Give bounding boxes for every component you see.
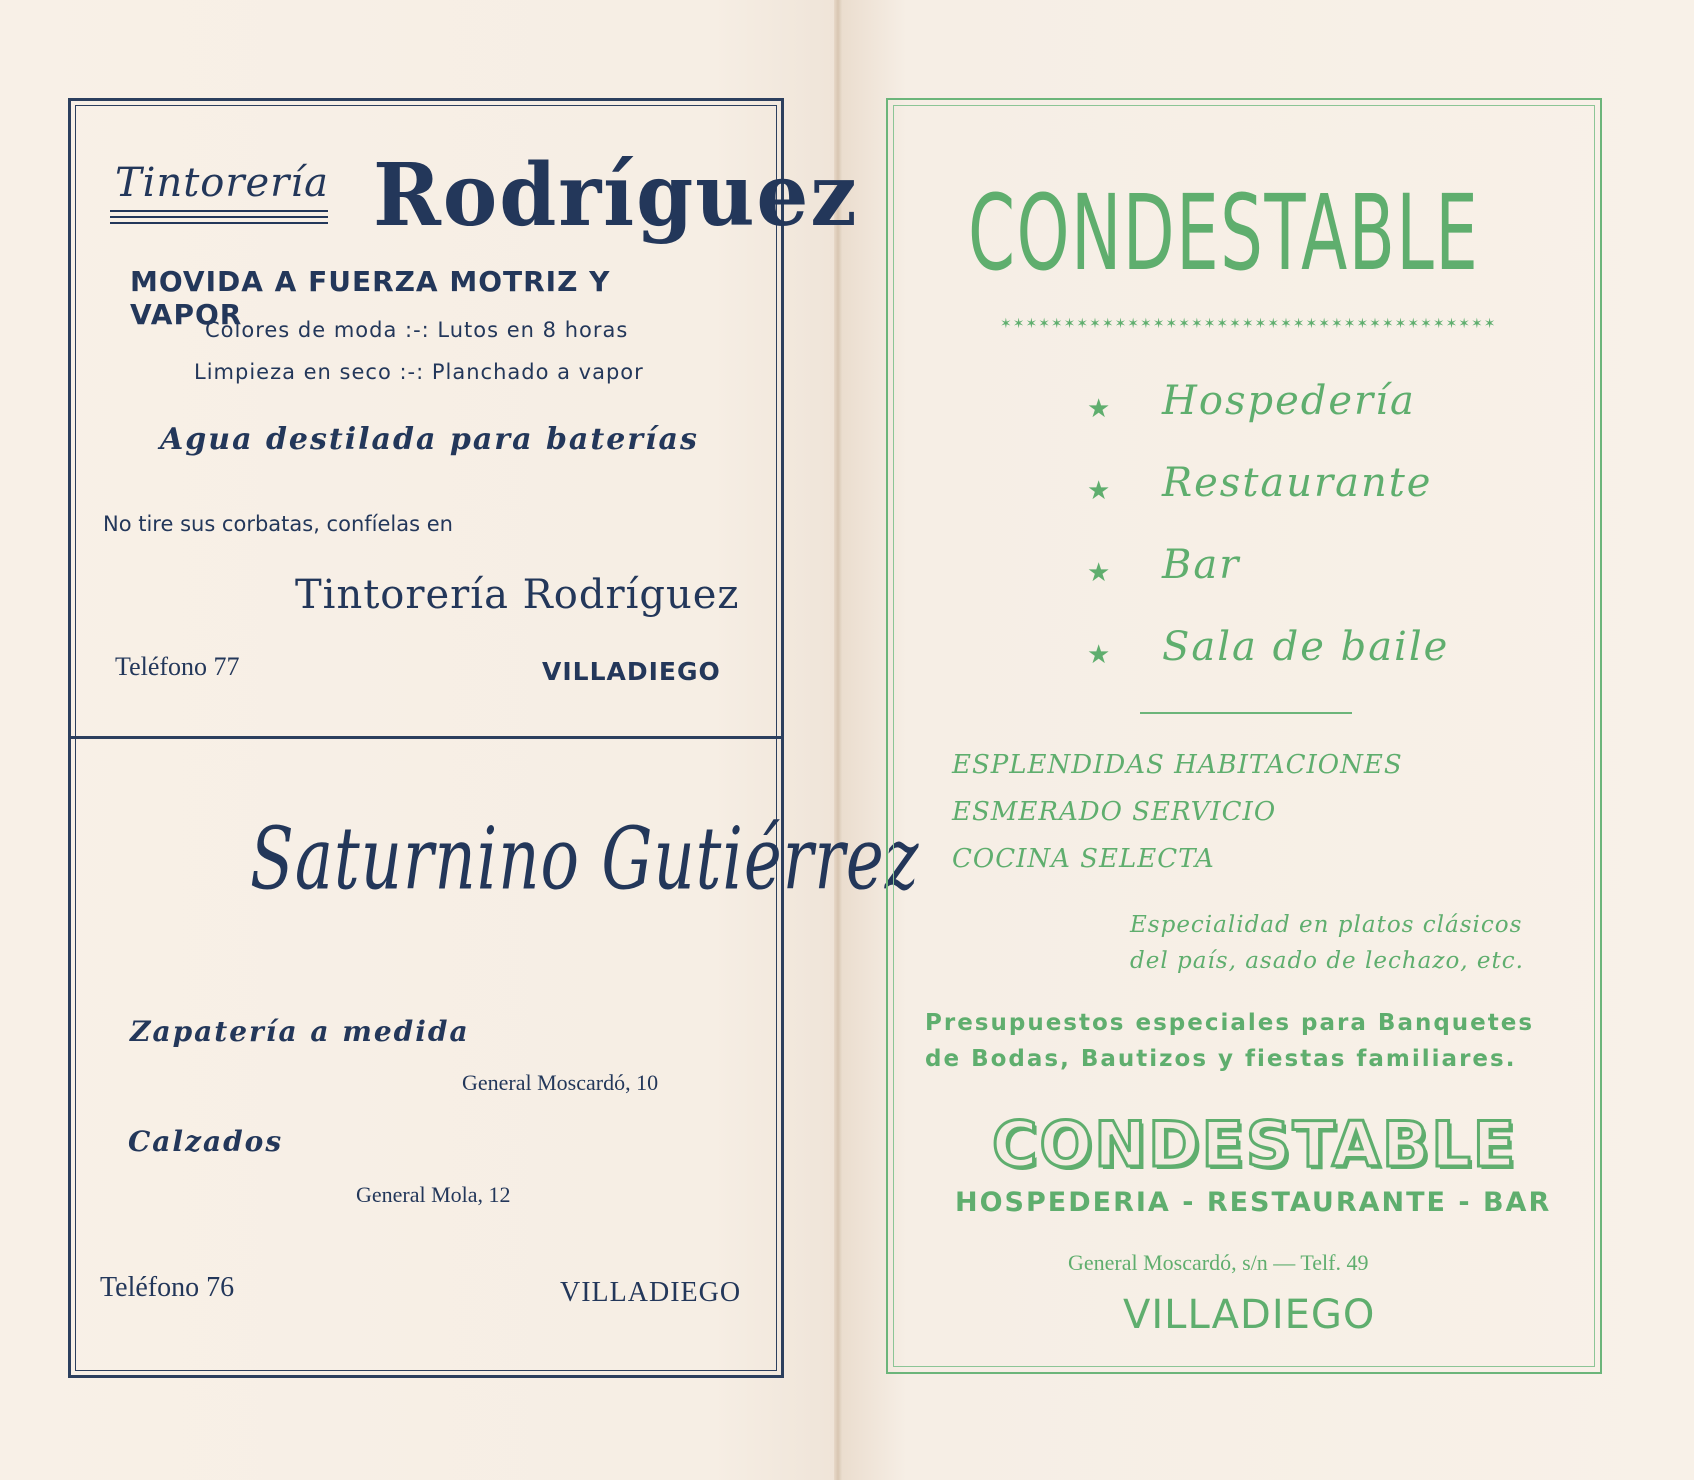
item-restaurante: Restaurante	[1162, 460, 1433, 506]
ad2-service-1: Zapatería a medida	[130, 1015, 470, 1048]
ad1-full-name: Tintorería Rodríguez	[295, 572, 740, 618]
services-line: HOSPEDERIA - RESTAURANTE - BAR	[955, 1187, 1552, 1218]
left-ad-divider	[68, 736, 784, 739]
ad1-note: No tire sus corbatas, confíelas en	[103, 512, 453, 536]
ad2-phone: Teléfono 76	[100, 1272, 235, 1303]
feature-2: ESMERADO SERVICIO	[952, 797, 1277, 827]
condestable-logo: CONDESTABLE	[992, 1108, 1518, 1181]
budget-line-2: de Bodas, Bautizos y fiestas familiares.	[925, 1046, 1517, 1072]
ad2-address-2: General Mola, 12	[356, 1182, 511, 1207]
ad2-service-2: Calzados	[128, 1125, 284, 1158]
green-rule	[1140, 712, 1352, 714]
ad1-subtitle: MOVIDA A FUERZA MOTRIZ Y VAPOR	[130, 265, 611, 331]
star-icon: ★	[1087, 558, 1111, 588]
ad2-town: VILLADIEGO	[560, 1277, 742, 1308]
item-sala-de-baile: Sala de baile	[1162, 624, 1450, 670]
specialty-line-2: del país, asado de lechazo, etc.	[1130, 948, 1524, 974]
item-bar: Bar	[1162, 542, 1241, 588]
ad1-line-1: Colores de moda :-: Lutos en 8 horas	[205, 318, 629, 342]
right-town: VILLADIEGO	[1123, 1292, 1376, 1338]
ad2-address-1: General Moscardó, 10	[462, 1070, 659, 1095]
ad1-highlight: Agua destilada para baterías	[160, 422, 699, 457]
star-icon: ★	[1087, 394, 1111, 424]
condestable-heading: CONDESTABLE	[968, 172, 1480, 294]
rodriguez-heading: Rodríguez	[373, 145, 859, 246]
tintoreria-label: Tintorería	[115, 160, 329, 206]
specialty-line-1: Especialidad en platos clásicos	[1130, 912, 1523, 938]
budget-line-1: Presupuestos especiales para Banquetes	[925, 1010, 1535, 1036]
feature-3: COCINA SELECTA	[952, 844, 1215, 874]
ad1-phone: Teléfono 77	[115, 652, 240, 681]
item-hospederia: Hospedería	[1162, 378, 1416, 424]
ad1-line-2: Limpieza en seco :-: Planchado a vapor	[194, 360, 644, 384]
star-icon: ★	[1087, 476, 1111, 506]
feature-1: ESPLENDIDAS HABITACIONES	[952, 750, 1403, 780]
decorative-rules	[110, 210, 328, 228]
star-icon: ★	[1087, 640, 1111, 670]
right-address: General Moscardó, s/n — Telf. 49	[1068, 1250, 1369, 1275]
ad1-town: VILLADIEGO	[542, 657, 721, 686]
star-row: ✶✶✶✶✶✶✶✶✶✶✶✶✶✶✶✶✶✶✶✶✶✶✶✶✶✶✶✶✶✶✶✶✶✶✶✶✶✶✶	[1000, 316, 1497, 332]
saturnino-heading: Saturnino Gutiérrez	[250, 810, 920, 910]
